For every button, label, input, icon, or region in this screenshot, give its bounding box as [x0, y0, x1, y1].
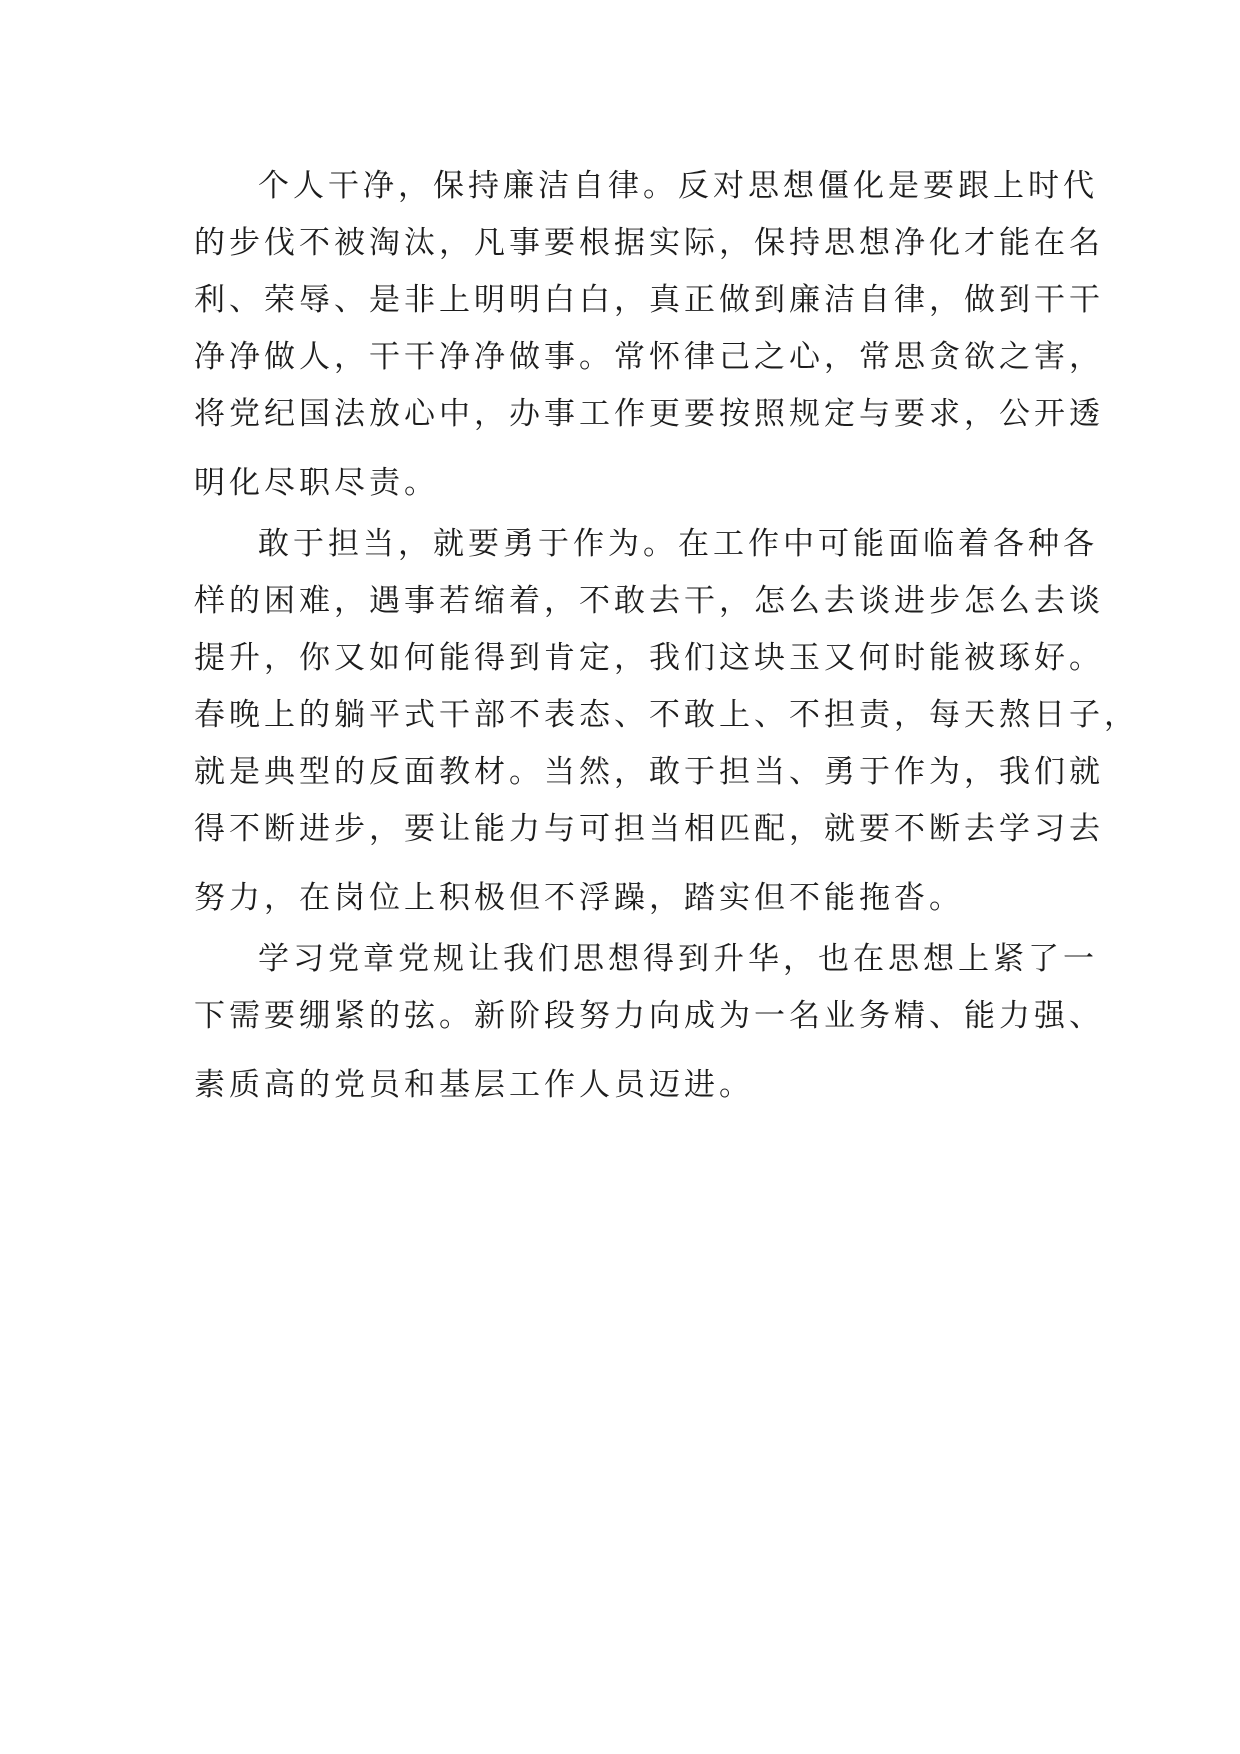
- text-line: 下需要绷紧的弦。新阶段努力向成为一名业务精、能力强、: [194, 998, 1104, 1034]
- text-line: 春晚上的躺平式干部不表态、不敢上、不担责，每天熬日子，: [194, 697, 1139, 733]
- text-line: 将党纪国法放心中，办事工作更要按照规定与要求，公开透: [194, 396, 1104, 432]
- text-line: 敢于担当，就要勇于作为。在工作中可能面临着各种各: [258, 526, 1098, 562]
- text-line: 素质高的党员和基层工作人员迈进。: [194, 1067, 754, 1103]
- text-line: 样的困难，遇事若缩着，不敢去干，怎么去谈进步怎么去谈: [194, 583, 1104, 619]
- text-line: 明化尽职尽责。: [194, 465, 439, 501]
- paragraph-conclusion: [194, 931, 1104, 1114]
- paragraph-integrity: [194, 158, 1104, 512]
- text-line: 学习党章党规让我们思想得到升华，也在思想上紧了一: [258, 941, 1098, 977]
- text-line: 得不断进步，要让能力与可担当相匹配，就要不断去学习去: [194, 811, 1104, 847]
- text-line: 净净做人，干干净净做事。常怀律己之心，常思贪欲之害，: [194, 339, 1104, 375]
- paragraph-responsibility: [194, 516, 1139, 927]
- text-line: 的步伐不被淘汰，凡事要根据实际，保持思想净化才能在名: [194, 225, 1104, 261]
- text-line: 个人干净，保持廉洁自律。反对思想僵化是要跟上时代: [258, 168, 1098, 204]
- text-line: 就是典型的反面教材。当然，敢于担当、勇于作为，我们就: [194, 754, 1104, 790]
- text-line: 提升，你又如何能得到肯定，我们这块玉又何时能被琢好。: [194, 640, 1104, 676]
- text-line: 努力，在岗位上积极但不浮躁，踏实但不能拖沓。: [194, 880, 964, 916]
- document-body: [194, 158, 1139, 1114]
- text-line: 利、荣辱、是非上明明白白，真正做到廉洁自律，做到干干: [194, 282, 1104, 318]
